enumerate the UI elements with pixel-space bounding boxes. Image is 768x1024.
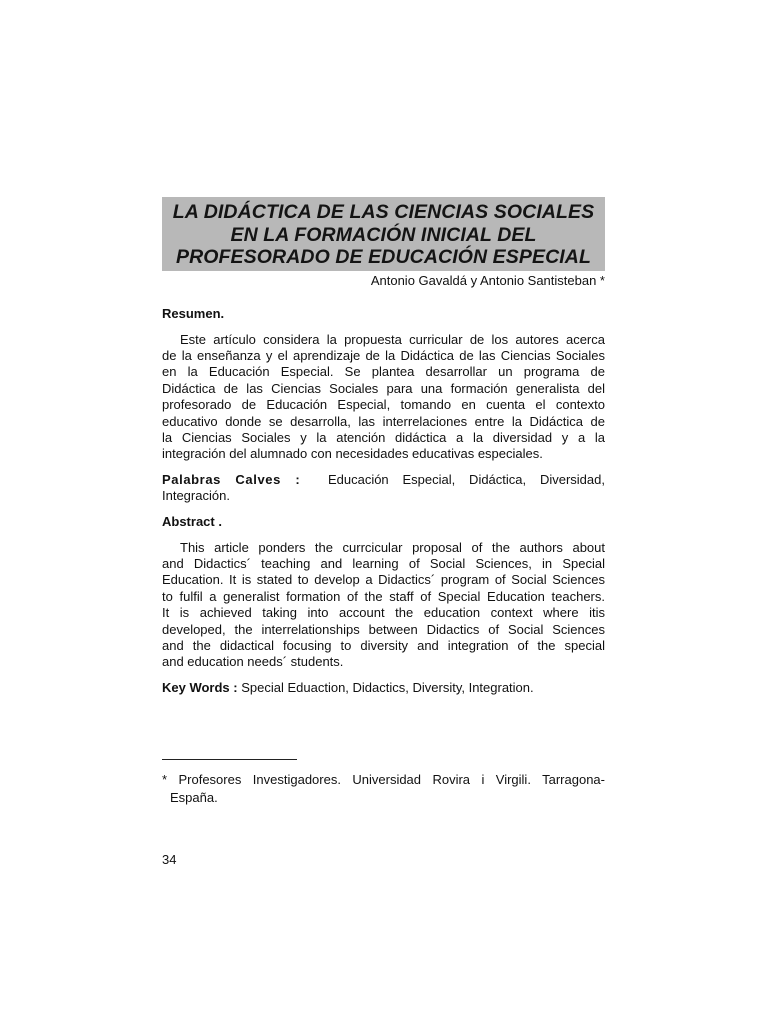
title-line: PROFESORADO DE EDUCACIÓN ESPECIAL — [175, 246, 591, 268]
footnote-line: * Profesores Investigadores. Universidad Rovira i Virgili. Tarragona- — [162, 772, 605, 787]
paragraph-line: Education. It is stated to develop a Didactics´ program of Social Sciences — [162, 572, 605, 588]
abstract-heading: Abstract . — [162, 513, 222, 529]
article-page — [162, 197, 605, 696]
article-title — [162, 197, 605, 271]
resumen-heading: Resumen. — [162, 305, 225, 321]
palabras-claves — [162, 472, 605, 505]
paragraph-line: Didáctica de las Ciencias Sociales para una formación generalista del — [162, 380, 605, 396]
paragraph-line: integración del alumnado con necesidades educativas especiales. — [162, 446, 543, 462]
resumen-paragraph — [162, 332, 605, 463]
paragraph-line: and Didactics´ teaching and learning of Social Sciences, in Special — [162, 555, 605, 571]
footnote-rule — [162, 759, 297, 760]
palabras-label: Palabras Calves : — [162, 471, 301, 487]
paragraph-line: It is achieved taking into account the education context where itis — [162, 605, 605, 621]
palabras-line — [162, 472, 605, 488]
paragraph-line: and education needs´ students. — [162, 654, 344, 670]
paragraph-line: educativo donde se desarrolla, las interrelaciones entre la Didáctica de — [162, 413, 605, 429]
title-line: EN LA FORMACIÓN INICIAL DEL — [230, 223, 537, 246]
key-words — [162, 680, 605, 696]
key-words-line — [162, 680, 605, 696]
paragraph-line: and the didactical focusing to diversity and integration of the special — [162, 638, 605, 653]
palabras-line: Integración. — [162, 488, 230, 504]
paragraph-line: Este artículo considera la propuesta curricular de los autores acerca — [180, 331, 605, 347]
paragraph-line: de la enseñanza y el aprendizaje de la Didáctica de las Ciencias Sociales — [162, 347, 605, 363]
footnote — [162, 771, 605, 807]
palabras-text: Educación Especial, Didáctica, Diversidad, — [327, 471, 605, 487]
paragraph-line: en la Educación Especial. Se plantea desarrollar un programa de — [162, 364, 605, 380]
title-line: LA DIDÁCTICA DE LAS CIENCIAS SOCIALES — [172, 201, 595, 223]
paragraph-line: la Ciencias Sociales y la atención didáctica a la diversidad y a la — [162, 429, 605, 445]
key-words-text: Special Eduaction, Didactics, Diversity, Integration. — [241, 679, 534, 695]
paragraph-line: to fulfil a generalist formation of the staff of Special Education teachers. — [162, 588, 605, 604]
paragraph-line: profesorado de Educación Especial, tomando en cuenta el contexto — [162, 397, 605, 413]
paragraph-line: developed, the interrelationships between Didactics of Social Sciences — [162, 621, 605, 637]
authors: Antonio Gavaldá y Antonio Santisteban * — [370, 272, 605, 288]
key-words-label: Key Words : — [162, 679, 238, 695]
paragraph-line: This article ponders the currcicular proposal of the authors about — [180, 539, 605, 555]
abstract-paragraph — [162, 540, 605, 671]
footnote-line: España. — [170, 790, 218, 805]
page-number: 34 — [162, 852, 177, 867]
